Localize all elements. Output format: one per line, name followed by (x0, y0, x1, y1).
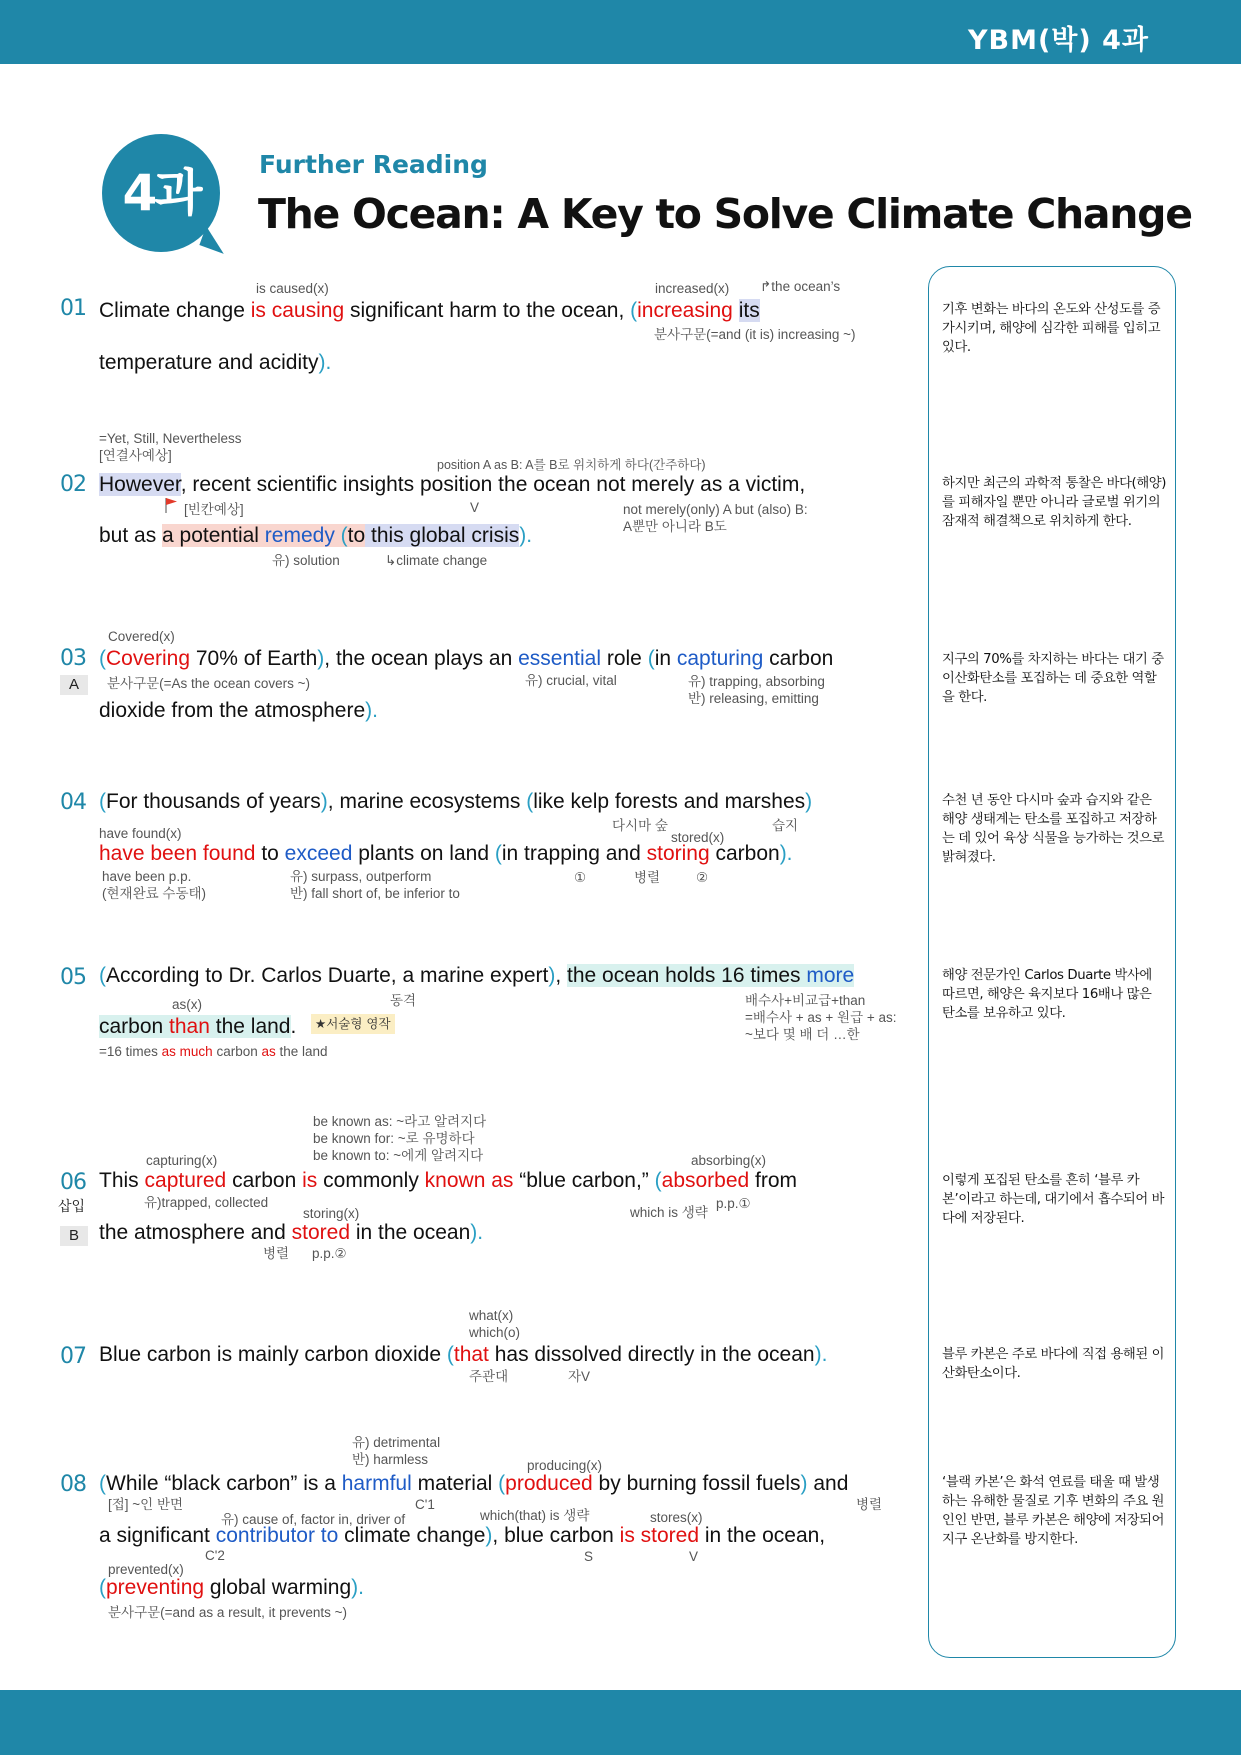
tag-b: B (60, 1226, 88, 1246)
annotation: capturing(x) (146, 1153, 218, 1168)
sentence-05-line1: (According to Dr. Carlos Duarte, a marine expert), the ocean holds 16 times more (99, 964, 855, 987)
footer-band (0, 1690, 1241, 1755)
sentence-04-line1: (For thousands of years), marine ecosystems (like kelp forests and marshes) (99, 790, 813, 813)
annotation: have been p.p. (현재완료 수동태) (102, 869, 207, 901)
sentence-number: 05 (60, 965, 86, 990)
sentence-number: 07 (60, 1344, 86, 1369)
essay-badge: ★서술형 영작 (311, 1014, 395, 1034)
annotation: 다시마 숲 (612, 818, 668, 833)
annotation: 병렬 (856, 1497, 883, 1512)
translation-07: 블루 카본은 주로 바다에 직접 용해된 이산화탄소이다. (942, 1347, 1165, 1381)
sentence-number: 06 (60, 1170, 86, 1195)
annotation: 분사구문(=and (it is) increasing ~) (654, 327, 856, 342)
sentence-03-line1: (Covering 70% of Earth), the ocean plays an essential role (in capturing carbon (99, 647, 834, 670)
annotation: 유) cause of, factor in, driver of (221, 1512, 406, 1527)
sentence-07-line1: Blue carbon is mainly carbon dioxide (that has dissolved directly in the ocean). (99, 1343, 828, 1366)
sentence-02-line1: However, recent scientific insights position the ocean not merely as a victim, (99, 473, 806, 496)
sentence-06-line1: This captured carbon is commonly known as “blue carbon,” (absorbed from (99, 1169, 798, 1192)
annotation: 주관대 (469, 1369, 509, 1384)
annotation: stored(x) (671, 830, 725, 845)
header-label: YBM(박) 4과 (967, 25, 1149, 56)
translation-01: 기후 변화는 바다의 온도와 산성도를 증가시키며, 해양에 심각한 피해를 입히고 있다. (942, 302, 1161, 355)
annotation: =Yet, Still, Nevertheless (99, 431, 242, 446)
sentence-number: 04 (60, 790, 86, 815)
annotation: Covered(x) (108, 629, 175, 644)
tag-insertion: 삽입 (58, 1199, 86, 1215)
lesson-badge (102, 134, 220, 252)
lesson-subtitle: Further Reading (259, 150, 488, 179)
annotation: 동격 (390, 993, 417, 1008)
translation-06: 이렇게 포집된 탄소를 흔히 ‘블루 카본’이라고 하는데, 대기에서 흡수되어 바다에 저장된다. (942, 1173, 1165, 1226)
annotation: 유) surpass, outperform 반) fall short of, be inferior to (290, 869, 460, 901)
annotation: not merely(only) A but (also) B: A뿐만 아니라 B도 (623, 502, 808, 534)
annotation: 유) detrimental 반) harmless (352, 1435, 441, 1467)
annotation: producing(x) (527, 1458, 603, 1473)
annotation: C'2 (205, 1548, 225, 1563)
annotation: ↳climate change (385, 553, 488, 568)
translation-08: ‘블랙 카본’은 화석 연료를 태울 때 발생하는 유해한 물질로 기후 변화의 주요 원인인 반면, 블루 카본은 해양에 저장되어 지구 온난화를 방지한다. (942, 1475, 1165, 1547)
annotation: 병렬 (263, 1246, 290, 1261)
translation-04: 수천 년 동안 다시마 숲과 습지와 같은 해양 생태계는 탄소를 포집하고 저장하는 데 있어 육상 식물을 능가하는 것으로 밝혀졌다. (942, 793, 1165, 865)
header-band (0, 0, 1241, 64)
annotation: increased(x) (655, 281, 730, 296)
sentence-number: 03 (60, 646, 86, 671)
translation-03: 지구의 70%를 차지하는 바다는 대기 중 이산화탄소를 포집하는 데 중요한 역할을 한다. (942, 652, 1164, 705)
annotation: be known as: ~라고 알려지다 be known for: ~로 유명하다 be known to: ~에게 알려지다 (313, 1114, 487, 1163)
annotation: what(x) which(o) (469, 1308, 521, 1340)
annotation: prevented(x) (108, 1562, 184, 1577)
annotation: p.p.② (312, 1246, 347, 1261)
translation-05: 해양 전문가인 Carlos Duarte 박사에 따르면, 해양은 육지보다 16배나 많은 탄소를 보유하고 있다. (942, 968, 1152, 1021)
sentence-06-line2: the atmosphere and stored in the ocean). (99, 1221, 484, 1244)
annotation: storing(x) (303, 1206, 360, 1221)
annotation: ② (696, 870, 709, 885)
annotation: which(that) is 생략 (480, 1508, 590, 1523)
annotation: position A as B: A를 B로 위치하게 하다(간주하다) (437, 458, 706, 472)
sentence-08-line2: a significant contributor to climate change), blue carbon is stored in the ocean, (99, 1524, 826, 1547)
annotation: ① (574, 870, 587, 885)
annotation: V (689, 1549, 699, 1564)
annotation: 유) crucial, vital (525, 673, 617, 688)
sentence-08-line3: (preventing global warming). (99, 1576, 364, 1599)
translation-02: 하지만 최근의 과학적 통찰은 바다(해양)를 피해자일 뿐만 아니라 글로벌 위기의 잠재적 해결책으로 위치하게 한다. (942, 476, 1166, 529)
lesson-badge-text: 4과 (122, 164, 200, 222)
annotation: 자V (568, 1369, 591, 1384)
annotation: stores(x) (650, 1510, 703, 1525)
annotation: V (470, 500, 480, 515)
tag-a: A (60, 675, 88, 695)
annotation: =16 times as much carbon as the land (99, 1044, 328, 1059)
annotation: 유)trapped, collected (144, 1195, 269, 1210)
annotation: absorbing(x) (691, 1153, 767, 1168)
sentence-number: 01 (60, 296, 86, 321)
annotation: 유) trapping, absorbing 반) releasing, emitting (688, 674, 825, 706)
sentence-08-line1: (While “black carbon” is a harmful material (produced by burning fossil fuels) and (99, 1472, 849, 1495)
annotation: is caused(x) (256, 281, 329, 296)
annotation: p.p.① (716, 1196, 751, 1211)
lesson-title: The Ocean: A Key to Solve Climate Change (258, 190, 1192, 238)
annotation: 병렬 (634, 870, 661, 885)
annotation: have found(x) (99, 826, 182, 841)
annotation: 분사구문(=As the ocean covers ~) (107, 676, 310, 691)
sentence-05-line2: carbon than the land. (99, 1015, 297, 1038)
annotation: as(x) (172, 997, 202, 1012)
annotation: [빈칸예상] (184, 502, 244, 517)
sentence-04-line2: have been found to exceed plants on land (in trapping and storing carbon). (99, 842, 793, 865)
sentence-03-line2: dioxide from the atmosphere). (99, 699, 378, 722)
annotation: 유) solution (272, 553, 340, 568)
annotation: [접] ~인 반면 (108, 1497, 184, 1512)
annotation: [연결사예상] (99, 448, 172, 463)
annotation: which is 생략 (630, 1205, 708, 1220)
sentence-number: 02 (60, 472, 86, 497)
flag-icon (164, 497, 178, 513)
sentence-number: 08 (60, 1472, 86, 1497)
annotation: C'1 (415, 1497, 435, 1512)
annotation: 습지 (772, 818, 799, 833)
annotation: ↱the ocean’s (760, 279, 841, 294)
sentence-01-line2: temperature and acidity). (99, 351, 332, 374)
sentence-01-line1: Climate change is causing significant harm to the ocean, (increasing its (99, 299, 760, 322)
annotation: 분사구문(=and as a result, it prevents ~) (108, 1605, 348, 1620)
annotation: 배수사+비교급+than =배수사 + as + 원급 + as: ~보다 몇 배 더 …한 (745, 993, 897, 1042)
annotation: S (584, 1549, 594, 1564)
sentence-02-line2: but as a potential remedy (to this global crisis). (99, 524, 533, 547)
